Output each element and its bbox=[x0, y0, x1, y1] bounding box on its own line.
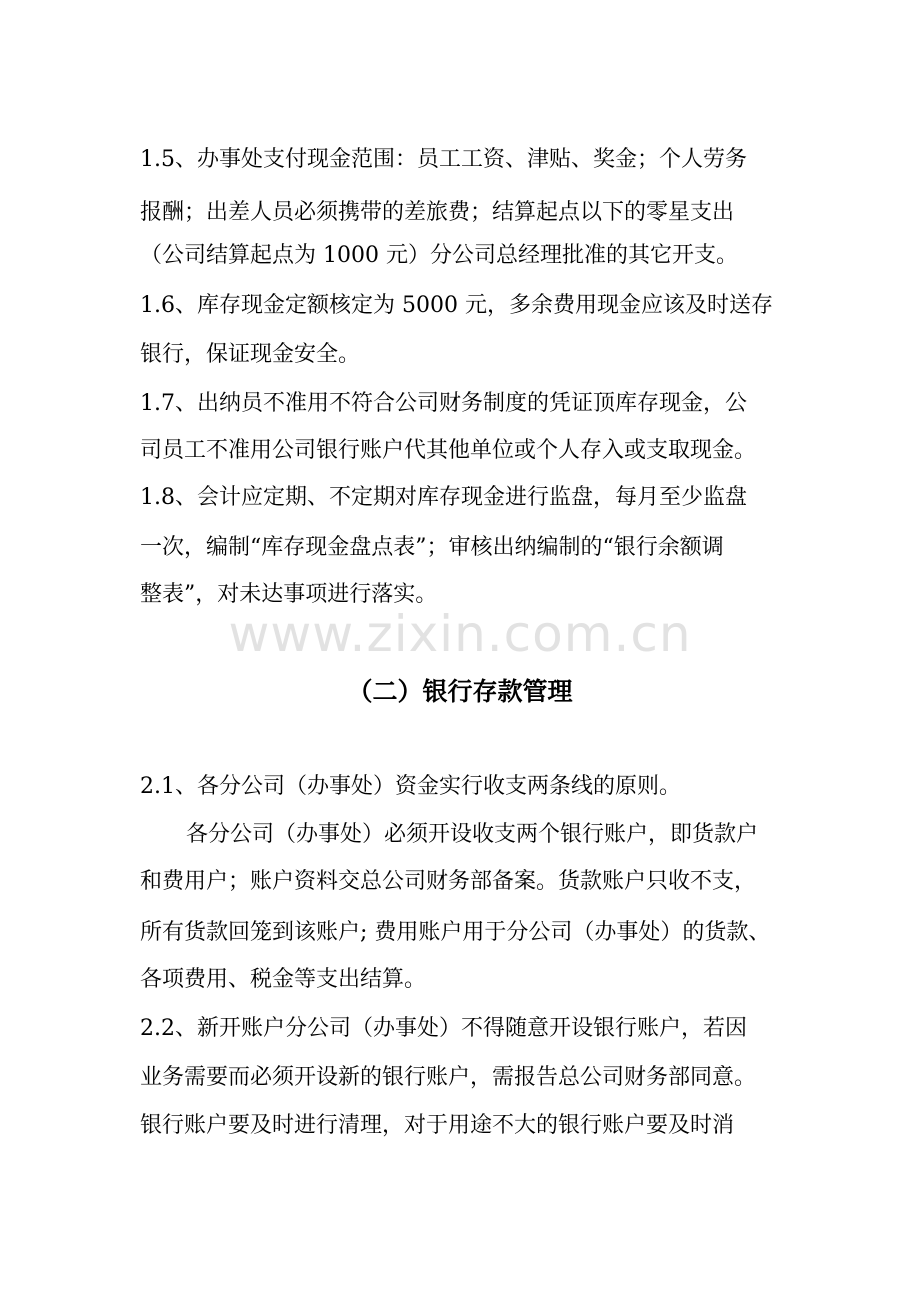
paragraph-line: 业务需要而必须开设新的银行账户，需报告总公司财务部同意。 bbox=[140, 1065, 757, 1090]
paragraph-line: 1.6、库存现金定额核定为 5000 元，多余费用现金应该及时送存 bbox=[140, 293, 773, 318]
paragraph-line: 一次，编制“库存现金盘点表”；审核出纳编制的“银行余额调 bbox=[140, 535, 724, 560]
paragraph-line: 1.8、会计应定期、不定期对库存现金进行监盘，每月至少监盘 bbox=[140, 485, 747, 510]
paragraph-line: 1.7、出纳员不准用不符合公司财务制度的凭证顶库存现金，公 bbox=[140, 391, 747, 416]
watermark: www.zixin.com.cn bbox=[228, 605, 692, 663]
paragraph-line: 银行账户要及时进行清理，对于用途不大的银行账户要及时消 bbox=[140, 1113, 735, 1138]
section-title: （二）银行存款管理 bbox=[347, 677, 573, 706]
paragraph-line: 银行，保证现金安全。 bbox=[140, 342, 361, 367]
paragraph-line: 整表”，对未达事项进行落实。 bbox=[140, 582, 438, 607]
paragraph-line: 和费用户；账户资料交总公司财务部备案。货款账户只收不支， bbox=[140, 869, 757, 894]
paragraph-line: 1.5、办事处支付现金范围：员工工资、津贴、奖金；个人劳务 bbox=[140, 147, 747, 172]
paragraph-line: 所有货款回笼到该账户; 费用账户用于分公司（办事处）的货款、 bbox=[140, 920, 771, 945]
paragraph-line: 司员工不准用公司银行账户代其他单位或个人存入或支取现金。 bbox=[140, 438, 757, 463]
paragraph-line: 各项费用、税金等支出结算。 bbox=[140, 967, 427, 992]
paragraph-line: 2.2、新开账户分公司（办事处）不得随意开设银行账户，若因 bbox=[140, 1016, 747, 1041]
paragraph-line: 2.1、各分公司（办事处）资金实行收支两条线的原则。 bbox=[140, 774, 681, 799]
paragraph-line: 报酬；出差人员必须携带的差旅费；结算起点以下的零星支出 bbox=[140, 200, 735, 225]
paragraph-line: （公司结算起点为 1000 元）分公司总经理批准的其它开支。 bbox=[140, 243, 738, 268]
paragraph-line: 各分公司（办事处）必须开设收支两个银行账户，即货款户 bbox=[186, 822, 759, 847]
